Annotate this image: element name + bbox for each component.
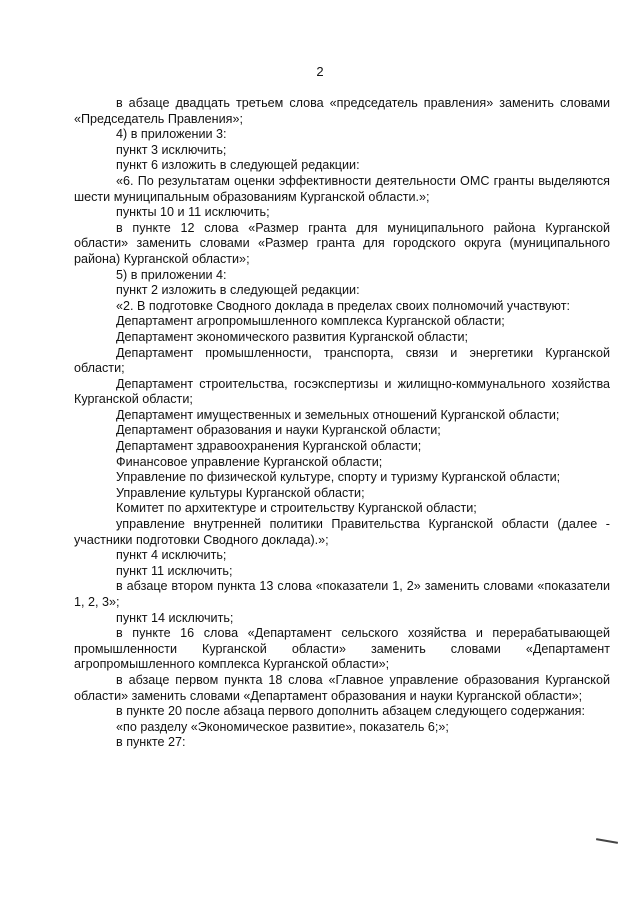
paragraph: в абзаце втором пункта 13 слова «показатели 1, 2» заменить словами «показатели 1, 2, 3»; [74, 579, 610, 609]
scan-mark [596, 838, 618, 844]
paragraph: в пункте 12 слова «Размер гранта для муниципального района Курганской области» заменить словами «Размер гранта для городского округа (муниципального района) Курганской области»; [74, 220, 610, 266]
paragraph: Управление культуры Курганской области; [116, 485, 365, 500]
paragraph: Департамент агропромышленного комплекса Курганской области; [116, 314, 505, 329]
paragraph: Комитет по архитектуре и строительству Курганской области; [116, 501, 477, 516]
paragraph: пункт 11 исключить; [116, 563, 233, 578]
paragraph: пункты 10 и 11 исключить; [116, 205, 270, 220]
paragraph: пункт 14 исключить; [116, 610, 234, 625]
paragraph: Департамент промышленности, транспорта, связи и энергетики Курганской области; [74, 345, 610, 376]
paragraph: «2. В подготовке Сводного доклада в пределах своих полномочий участвуют: [116, 298, 570, 313]
paragraph: пункт 4 исключить; [116, 548, 227, 563]
paragraph: Управление по физической культуре, спорту и туризму Курганской области; [116, 470, 561, 485]
paragraph: Департамент экономического развития Курганской области; [116, 329, 469, 344]
paragraph: Департамент строительства, госэкспертизы и жилищно-коммунального хозяйства Курганской области; [74, 376, 610, 407]
paragraph: в абзаце двадцать третьем слова «председатель правления» заменить словами «Председатель Правления»; [74, 96, 610, 126]
paragraph: «6. По результатам оценки эффективности деятельности ОМС гранты выделяются шести муниципальным образованиям Курганской области.»; [74, 173, 610, 204]
paragraph: Департамент имущественных и земельных отношений Курганской области; [116, 407, 560, 422]
paragraph: пункт 2 изложить в следующей редакции: [116, 283, 360, 298]
paragraph: пункт 6 изложить в следующей редакции: [116, 158, 360, 173]
paragraph: Департамент здравоохранения Курганской области; [116, 439, 422, 454]
paragraph: в абзаце первом пункта 18 слова «Главное управление образования Курганской области» заменить словами «Департамент образования и науки Курганской области»; [74, 672, 610, 703]
paragraph: 4) в приложении 3: [116, 127, 227, 142]
paragraph: в пункте 20 после абзаца первого дополнить абзацем следующего содержания: [116, 704, 585, 719]
paragraph: Департамент образования и науки Курганской области; [116, 423, 441, 438]
paragraph: 5) в приложении 4: [116, 267, 227, 282]
paragraph: Финансовое управление Курганской области; [116, 454, 383, 469]
paragraph: в пункте 27: [116, 735, 186, 750]
document-body [74, 96, 610, 751]
page-number: 2 [316, 64, 324, 79]
paragraph: «по разделу «Экономическое развитие», показатель 6;»; [116, 719, 449, 734]
paragraph: пункт 3 исключить; [116, 142, 227, 157]
paragraph: управление внутренней политики Правительства Курганской области (далее - участники подготовки Сводного доклада).»; [74, 517, 610, 547]
paragraph: в пункте 16 слова «Департамент сельского хозяйства и перерабатывающей промышленности Курганской области» заменить словами «Департамент агропромышленного комплекса Курганской области»; [74, 626, 610, 672]
